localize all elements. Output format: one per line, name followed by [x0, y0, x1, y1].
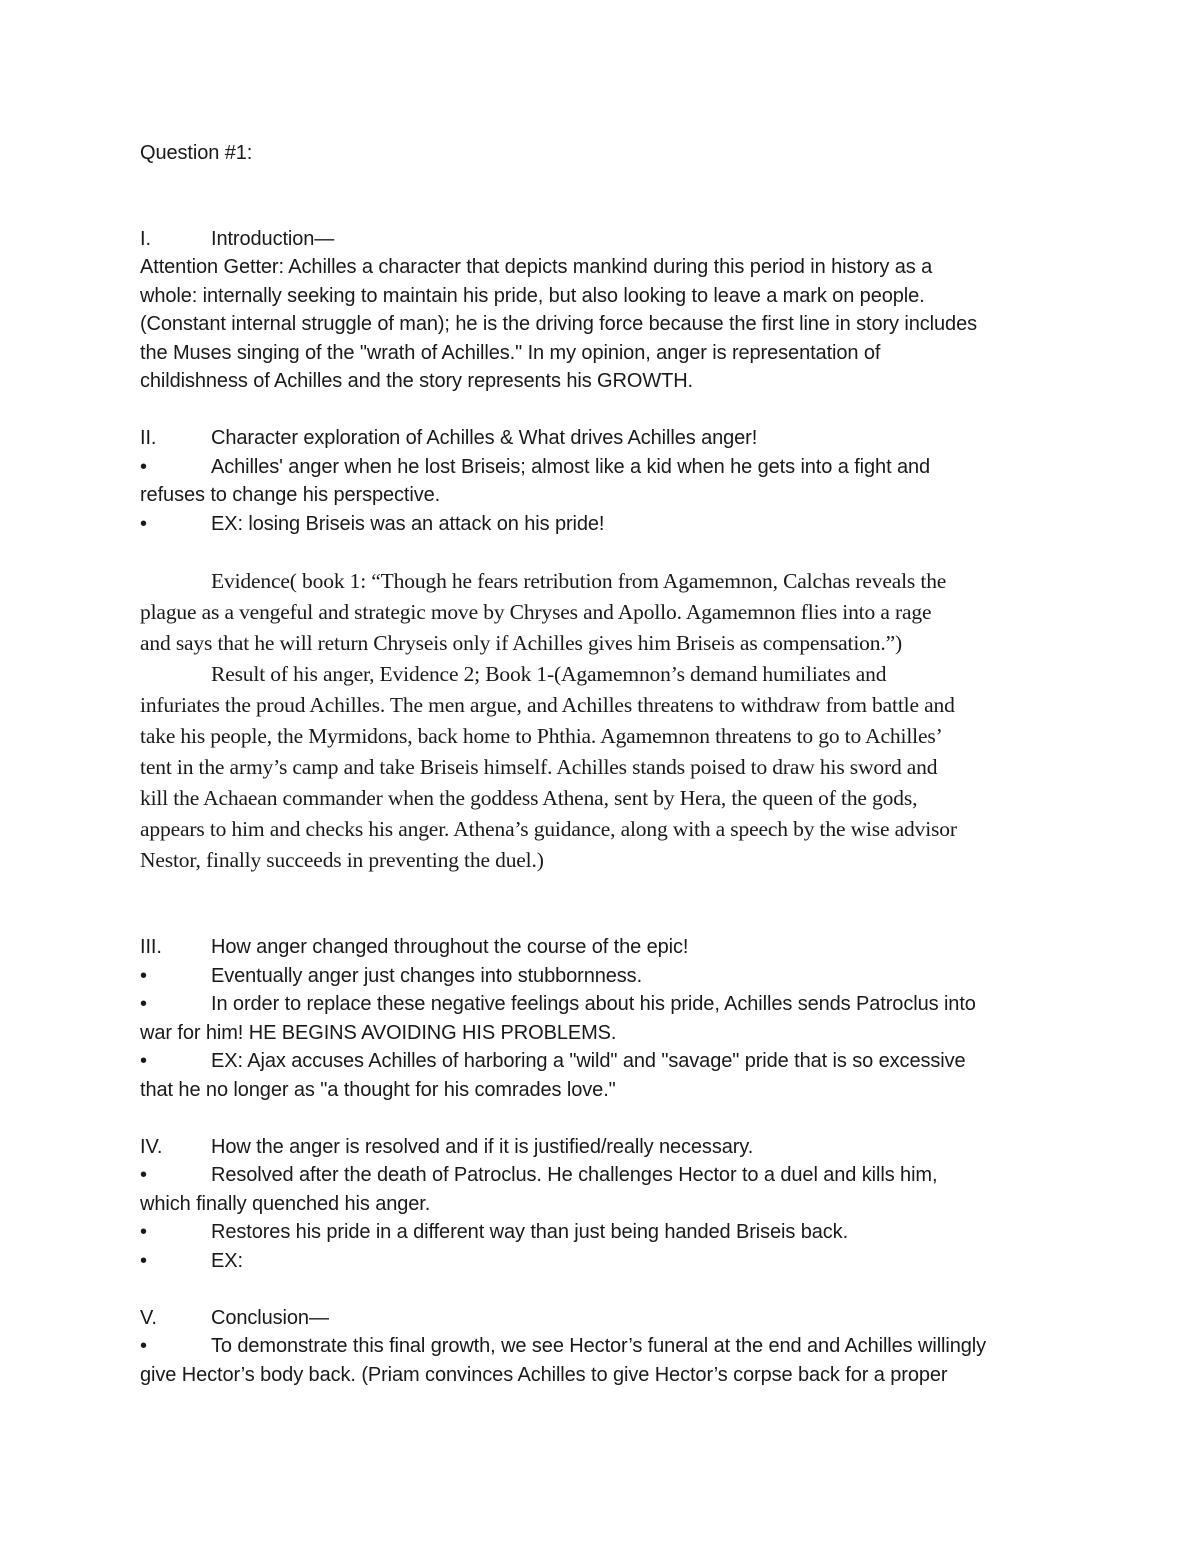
evidence-line: Evidence( book 1: “Though he fears retribution from Agamemnon, Calchas reveals the [211, 569, 947, 593]
list-item [140, 510, 1065, 539]
list-item-text: EX: losing Briseis was an attack on his pride! [211, 512, 605, 535]
section-3-numeral: III. [140, 936, 162, 958]
list-item-text: To demonstrate this final growth, we see Hector’s funeral at the end and Achilles willingly [211, 1335, 987, 1357]
list-item-text: Eventually anger just changes into stubbornness. [211, 964, 643, 987]
list-item [140, 1047, 1065, 1076]
section-5-heading [140, 1304, 1065, 1333]
list-item [140, 453, 1065, 482]
list-item-text: In order to replace these negative feelings about his pride, Achilles sends Patroclus into [211, 993, 976, 1015]
list-item-text: Resolved after the death of Patroclus. He challenges Hector to a duel and kills him, [211, 1164, 938, 1186]
evidence-line: tent in the army’s camp and take Briseis himself. Achilles stands poised to draw his sword and [140, 755, 938, 779]
evidence-line: kill the Achaean commander when the goddess Athena, sent by Hera, the queen of the gods, [140, 786, 918, 810]
evidence-line: and says that he will return Chryseis only if Achilles gives him Briseis as compensation.”) [140, 631, 903, 655]
evidence-line: plague as a vengeful and strategic move by Chryses and Apollo. Agamemnon flies into a rage [140, 600, 932, 624]
bullet-icon: • [140, 1050, 147, 1072]
section-2-title: Character exploration of Achilles & What drives Achilles anger! [211, 427, 758, 449]
list-item-continuation: give Hector’s body back. (Priam convinces Achilles to give Hector’s corpse back for a proper [140, 1363, 948, 1386]
list-item-text: EX: Ajax accuses Achilles of harboring a "wild" and "savage" pride that is so excessive [211, 1050, 966, 1072]
list-item [140, 1161, 1065, 1190]
intro-line: childishness of Achilles and the story represents his GROWTH. [140, 370, 694, 392]
section-1-heading [140, 225, 1065, 254]
list-item-text: Achilles' anger when he lost Briseis; almost like a kid when he gets into a fight and [211, 455, 931, 478]
list-item-text: Restores his pride in a different way than just being handed Briseis back. [211, 1221, 849, 1243]
bullet-icon: • [140, 512, 147, 535]
bullet-icon: • [140, 1335, 147, 1357]
list-item [140, 962, 1065, 991]
list-item [140, 1247, 1065, 1276]
intro-line: (Constant internal struggle of man); he is the driving force because the first line in story includes [140, 313, 977, 335]
evidence-line: infuriates the proud Achilles. The men argue, and Achilles threatens to withdraw from battle and [140, 693, 955, 717]
list-item-continuation: that he no longer as "a thought for his comrades love." [140, 1078, 616, 1101]
section-2-heading [140, 424, 1065, 453]
list-item [140, 1218, 1065, 1247]
section-4-heading [140, 1133, 1065, 1162]
list-item-continuation: refuses to change his perspective. [140, 484, 441, 506]
document-body [140, 139, 1065, 1389]
list-item-continuation: war for him! HE BEGINS AVOIDING HIS PROBLEMS. [140, 1021, 617, 1044]
section-3-title: How anger changed throughout the course of the epic! [211, 936, 689, 958]
section-5-numeral: V. [140, 1306, 157, 1329]
section-2-numeral: II. [140, 427, 157, 449]
bullet-icon: • [140, 964, 147, 987]
bullet-icon: • [140, 455, 147, 478]
intro-line: whole: internally seeking to maintain his pride, but also looking to leave a mark on people. [140, 284, 925, 307]
section-3-heading [140, 933, 1065, 962]
bullet-icon: • [140, 993, 147, 1015]
spacer [140, 396, 1065, 425]
evidence-line: appears to him and checks his anger. Athena’s guidance, along with a speech by the wise advisor [140, 817, 957, 841]
spacer [140, 1104, 1065, 1133]
section-1-title: Introduction— [211, 227, 335, 250]
evidence-line: take his people, the Myrmidons, back home to Phthia. Agamemnon threatens to go to Achilles’ [140, 724, 943, 748]
section-1-numeral: I. [140, 227, 151, 250]
section-4-numeral: IV. [140, 1135, 163, 1158]
section-4-title: How the anger is resolved and if it is justified/really necessary. [211, 1135, 754, 1158]
section-5-title: Conclusion— [211, 1306, 329, 1329]
bullet-icon: • [140, 1164, 147, 1186]
spacer [140, 876, 1065, 933]
intro-line: the Muses singing of the "wrath of Achilles." In my opinion, anger is representation of [140, 341, 881, 364]
spacer [140, 168, 1065, 225]
bullet-icon: • [140, 1249, 147, 1272]
spacer [140, 1275, 1065, 1304]
list-item [140, 990, 1065, 1019]
evidence-line: Nestor, finally succeeds in preventing the duel.) [140, 848, 544, 872]
intro-line: Attention Getter: Achilles a character that depicts mankind during this period in history as a [140, 256, 933, 278]
evidence-line: Result of his anger, Evidence 2; Book 1-(Agamemnon’s demand humiliates and [211, 662, 887, 686]
question-heading: Question #1: [140, 142, 253, 164]
spacer [140, 538, 1065, 566]
bullet-icon: • [140, 1221, 147, 1243]
list-item [140, 1332, 1065, 1361]
list-item-text: EX: [211, 1249, 243, 1272]
list-item-continuation: which finally quenched his anger. [140, 1192, 431, 1215]
